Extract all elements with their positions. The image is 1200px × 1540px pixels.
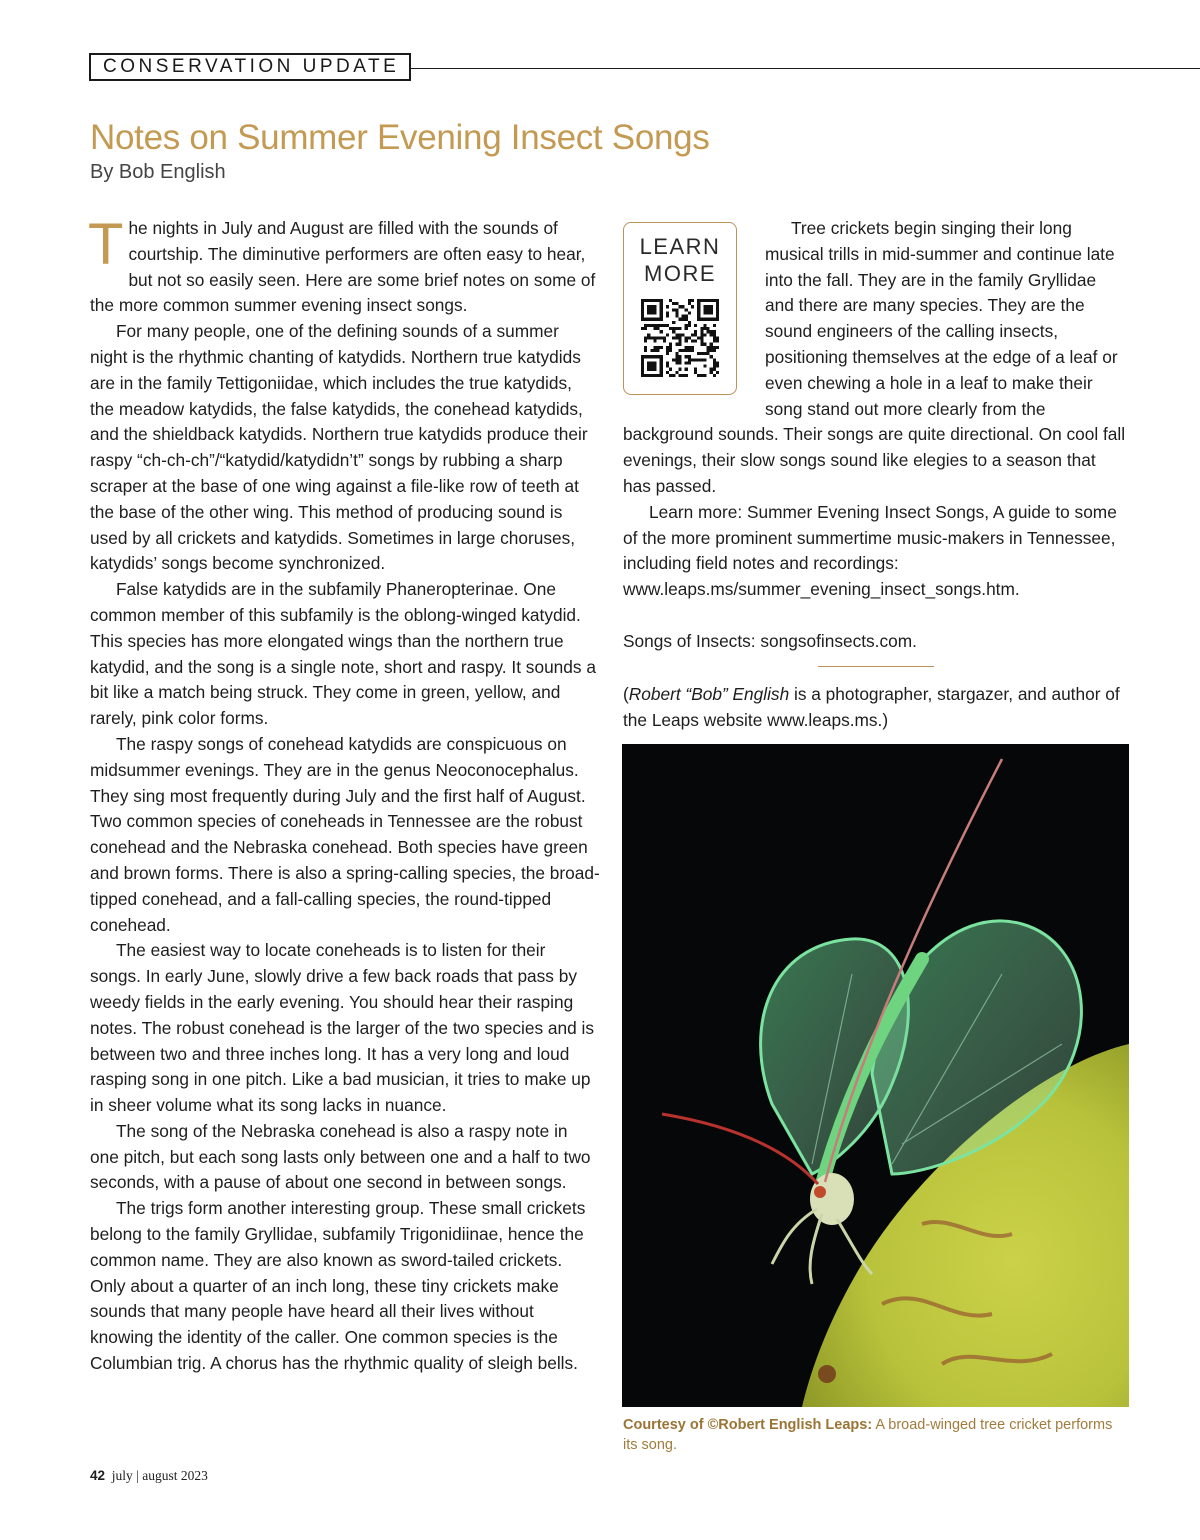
paragraph-tree-crickets: Tree crickets begin singing their long musical trills in mid-summer and continue late into the fall. They are in the family Gryllidae and there are many species. They are the sound engineers of the calling insects, positioning themselves at the edge of a leaf or even chewing a hole in a leaf to make their song stand out more clearly from the background sounds. Their songs are quite directional. On cool fall evenings, their slow songs sound like elegies to a season that has passed. — [623, 218, 1126, 496]
section-divider — [818, 666, 934, 667]
tree-cricket-photo — [622, 744, 1129, 1407]
qr-code-icon[interactable] — [641, 299, 719, 377]
tree-cricket-illustration — [622, 744, 1129, 1407]
intro-text: he nights in July and August are filled with the sounds of courtship. The diminutive performers are often easy to hear, but not so easily seen. Here are some brief notes on some of the more common summer evening insect songs. — [90, 218, 596, 316]
left-column — [88, 212, 600, 1377]
caption-credit: Courtesy of ©Robert English Leaps: — [623, 1417, 873, 1433]
paragraph-katydids: For many people, one of the defining sounds of a summer night is the rhythmic chanting of katydids. Northern true katydids are in the family Tettigoniidae, which includes the true katydids, the meadow katydids, the false katydids, the conehead katydids, and the shieldback katydids. Northern true katydids produce their raspy “ch-ch-ch”/“katydid/katydidn’t” songs by rubbing a sharp scraper at the base of one wing against a file-like row of teeth at the base of the other wing. This method of producing sound is used by all crickets and katydids. Sometimes in large choruses, katydids’ songs become synchronized. — [90, 321, 588, 574]
article-title: Notes on Summer Evening Insect Songs — [90, 118, 710, 157]
page-number: 42 — [90, 1468, 106, 1483]
intro-paragraph — [88, 212, 600, 319]
learn-more-box[interactable] — [623, 222, 737, 395]
paragraph-trigs: The trigs form another interesting group. These small crickets belong to the family Gryllidae, subfamily Trigonidiinae, hence the common name. They are also known as sword-tailed crickets. Only about a quarter of an inch long, these tiny crickets make sounds that many people have heard all their lives without knowing the identity of the caller. One common species is the Columbian trig. A chorus has the rhythmic quality of sleigh bells. — [90, 1198, 586, 1374]
paragraph-nebraska-conehead: The song of the Nebraska conehead is also a raspy note in one pitch, but each song lasts only between one and a half to two seconds, with a pause of about one second in between songs. — [90, 1120, 591, 1193]
article-byline: By Bob English — [90, 161, 226, 183]
section-label: CONSERVATION UPDATE — [103, 56, 400, 77]
caption-text: A broad-winged tree cricket performs its song. — [623, 1417, 1113, 1453]
paragraph-learn-more: Learn more: Summer Evening Insect Songs, A guide to some of the more prominent summertime music-makers in Tennessee, including field notes and recordings: www.leaps.ms/summer_evening_insect_songs.htm. — [623, 501, 1117, 600]
drop-cap: T — [88, 212, 124, 277]
page-footer — [90, 1468, 208, 1484]
spacer — [623, 603, 1128, 629]
author-name: Robert “Bob” English — [628, 684, 790, 704]
paragraph-false-katydids: False katydids are in the subfamily Phaneropterinae. One common member of this subfamily is the oblong-winged katydid. This species has more elongated wings than the northern true katydid, and the song is a single note, short and raspy. It sounds a bit like a match being struck. They come in green, yellow, and rarely, pink color forms. — [90, 579, 596, 729]
right-column — [623, 216, 1128, 655]
section-tag — [89, 53, 411, 81]
header-rule — [411, 68, 1200, 69]
author-note — [623, 682, 1133, 734]
photo-caption — [623, 1415, 1128, 1455]
paragraph-coneheads: The raspy songs of conehead katydids are conspicuous on midsummer evenings. They are in the genus Neoconocephalus. They sing most frequently during July and the first half of August. Two common species of coneheads in Tennessee are the robust conehead and the Nebraska conehead. Both species have green and brown forms. There is also a spring-calling species, the broad-tipped conehead, and a fall-calling species, the round-tipped conehead. — [90, 733, 600, 935]
songs-of-insects-link[interactable]: Songs of Insects: songsofinsects.com. — [623, 630, 917, 651]
paragraph-locate-coneheads: The easiest way to locate coneheads is to listen for their songs. In early June, slowly drive a few back roads that pass by weedy fields in the early evening. You should hear their rasping notes. The robust conehead is the larger of the two species and is between two and three inches long. It has a very long and loud rasping song in one pitch. Like a bad musician, it tries to make up in sheer volume what its song lacks in nuance. — [90, 940, 595, 1116]
learn-more-line1: LEARN — [639, 234, 721, 259]
issue-date: july | august 2023 — [111, 1468, 208, 1483]
author-note-text — [623, 682, 1133, 734]
learn-more-line2: MORE — [644, 261, 716, 286]
author-note-open: ( — [623, 684, 629, 704]
author-note-rest: is a photographer, stargazer, and author of the Leaps website www.leaps.ms.) — [623, 684, 1120, 730]
